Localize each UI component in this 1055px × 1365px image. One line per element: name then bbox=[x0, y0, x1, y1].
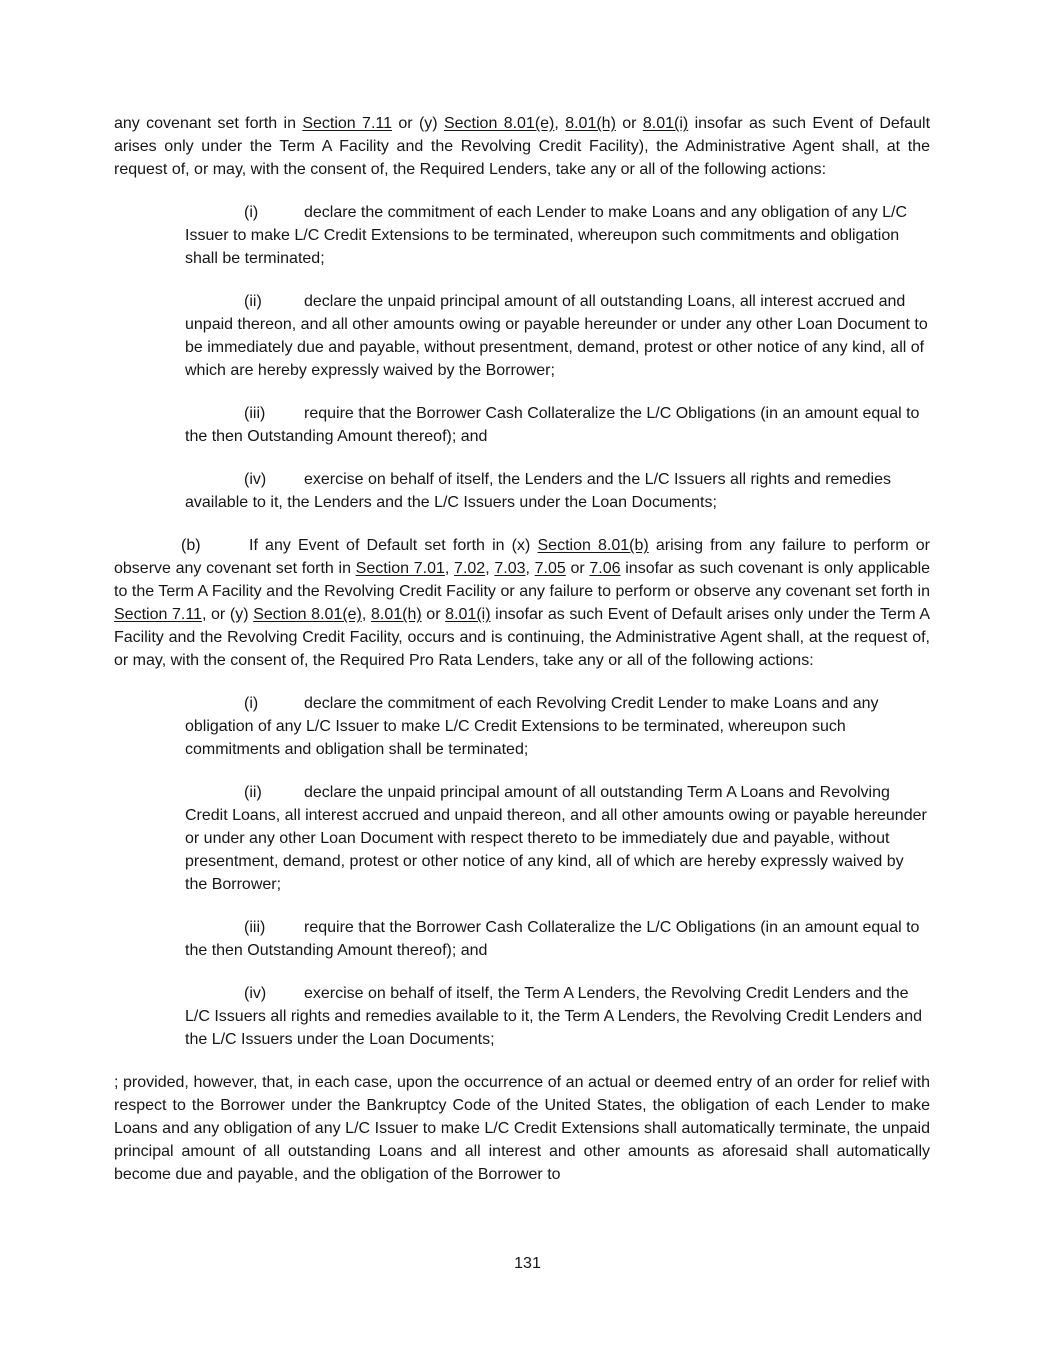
clause-a-iii bbox=[185, 402, 930, 448]
document-body bbox=[114, 112, 930, 1206]
clause-label: (i) bbox=[244, 204, 259, 221]
text-run: exercise on behalf of itself, the Term A Lenders, the Revolving Credit Lenders and the L/C Issuers all rights and remedies available to it, the Term A Lenders, the Revolving Credit Lenders and the L/C Issuers under the Loan Documents; bbox=[185, 985, 922, 1048]
text-run: any covenant set forth in bbox=[114, 115, 303, 132]
text-run: require that the Borrower Cash Collateralize the L/C Obligations (in an amount equal to the then Outstanding Amount thereof); and bbox=[185, 919, 920, 959]
section-reference-link[interactable]: 8.01(i) bbox=[642, 115, 689, 132]
clause-label: (ii) bbox=[244, 784, 262, 801]
text-run: declare the unpaid principal amount of all outstanding Loans, all interest accrued and unpaid thereon, and all other amounts owing or payable hereunder or under any other Loan Document to be immediately due and payable, without presentment, demand, protest or other notice of any kind, all of which are hereby expressly waived by the Borrower; bbox=[185, 293, 928, 379]
clause-label: (iv) bbox=[244, 985, 267, 1002]
text-run: , bbox=[485, 560, 495, 577]
clause-label: (iii) bbox=[244, 919, 266, 936]
text-run: insofar as such Event of Default arises only under the Term A Facility and the Revolving Credit Facility, occurs and is continuing, the Administrative Agent shall, at the request of, or may, with the consent of, the Required Pro Rata Lenders, take any or all of the following actions: bbox=[114, 606, 931, 669]
section-reference-link[interactable]: Section 7.11 bbox=[114, 606, 202, 623]
section-reference-link[interactable]: Section 8.01(e) bbox=[253, 606, 362, 623]
clause-label: (b) bbox=[181, 537, 201, 554]
clause-a-iv bbox=[185, 468, 930, 514]
clause-label: (iii) bbox=[244, 405, 266, 422]
text-run: insofar as such covenant is only applicable to the Term A Facility and the Revolving Credit Facility or any failure to perform or observe any covenant set forth in bbox=[114, 560, 931, 600]
clause-b-iv bbox=[185, 982, 930, 1051]
text-run: ; provided, however, that, in each case, upon the occurrence of an actual or deemed entry of an order for relief with respect to the Borrower under the Bankruptcy Code of the United States, the obligation of each Lender to make Loans and any obligation of any L/C Issuer to make L/C Credit Extensions shall automatically terminate, the unpaid principal amount of all outstanding Loans and all interest and other amounts as aforesaid shall automatically become due and payable, and the obligation of the Borrower to bbox=[114, 1074, 930, 1183]
clause-a-ii bbox=[185, 290, 930, 382]
text-run: insofar as such Event of Default arises only under the Term A Facility and the Revolving Credit Facility), the Administrative Agent shall, at the request of, or may, with the consent of, the Required Lenders, take any or all of the following actions: bbox=[114, 115, 931, 178]
section-reference-link[interactable]: 7.06 bbox=[589, 560, 621, 577]
section-reference-link[interactable]: 8.01(h) bbox=[565, 115, 616, 132]
text-run: or bbox=[421, 606, 446, 623]
section-reference-link[interactable]: Section 8.01(e) bbox=[443, 115, 555, 132]
clause-b-iii bbox=[185, 916, 930, 962]
text-run: If any Event of Default set forth in (x) bbox=[249, 537, 538, 554]
continuation-paragraph bbox=[114, 112, 930, 181]
text-run: exercise on behalf of itself, the Lenders and the L/C Issuers all rights and remedies available to it, the Lenders and the L/C Issuers under the Loan Documents; bbox=[185, 471, 891, 511]
section-reference-link[interactable]: Section 7.01 bbox=[355, 560, 445, 577]
section-reference-link[interactable]: 8.01(i) bbox=[445, 606, 491, 623]
proviso-paragraph bbox=[114, 1071, 930, 1186]
text-run: , or (y) bbox=[201, 606, 254, 623]
page-number: 131 bbox=[514, 1255, 541, 1272]
clause-label: (ii) bbox=[244, 293, 262, 310]
text-run: declare the commitment of each Revolving Credit Lender to make Loans and any obligation of any L/C Issuer to make L/C Credit Extensions to be terminated, whereupon such commitments and obligation shall be terminated; bbox=[185, 695, 879, 758]
text-run: , bbox=[554, 115, 566, 132]
clause-a-i bbox=[185, 201, 930, 270]
clause-label: (i) bbox=[244, 695, 259, 712]
section-reference-link[interactable]: 8.01(h) bbox=[370, 606, 422, 623]
section-reference-link[interactable]: 7.02 bbox=[454, 560, 486, 577]
clause-b-i bbox=[185, 692, 930, 761]
text-run: declare the commitment of each Lender to make Loans and any obligation of any L/C Issuer to make L/C Credit Extensions to be terminated, whereupon such commitments and obligation shall be terminated; bbox=[185, 204, 908, 267]
clause-b-ii bbox=[185, 781, 930, 896]
text-run: or (y) bbox=[392, 115, 444, 132]
text-run: , bbox=[361, 606, 371, 623]
section-reference-link[interactable]: Section 7.11 bbox=[302, 115, 393, 132]
text-run: require that the Borrower Cash Collateralize the L/C Obligations (in an amount equal to the then Outstanding Amount thereof); and bbox=[185, 405, 920, 445]
text-run: or bbox=[565, 560, 590, 577]
text-run: , bbox=[525, 560, 535, 577]
section-reference-link[interactable]: 7.05 bbox=[534, 560, 566, 577]
text-run: declare the unpaid principal amount of all outstanding Term A Loans and Revolving Credit Loans, all interest accrued and unpaid thereon, and all other amounts owing or payable hereunder or under any other Loan Document with respect thereto to be immediately due and payable, without presentment, demand, protest or other notice of any kind, all of which are hereby expressly waived by the Borrower; bbox=[185, 784, 927, 893]
text-run: arising from any failure to perform or observe any covenant set forth in bbox=[114, 537, 930, 577]
section-reference-link[interactable]: Section 8.01(b) bbox=[537, 537, 649, 554]
text-run: , bbox=[444, 560, 455, 577]
clause-label: (iv) bbox=[244, 471, 267, 488]
section-reference-link[interactable]: 7.03 bbox=[494, 560, 526, 577]
paragraph-b bbox=[114, 534, 930, 672]
text-run: or bbox=[615, 115, 643, 132]
